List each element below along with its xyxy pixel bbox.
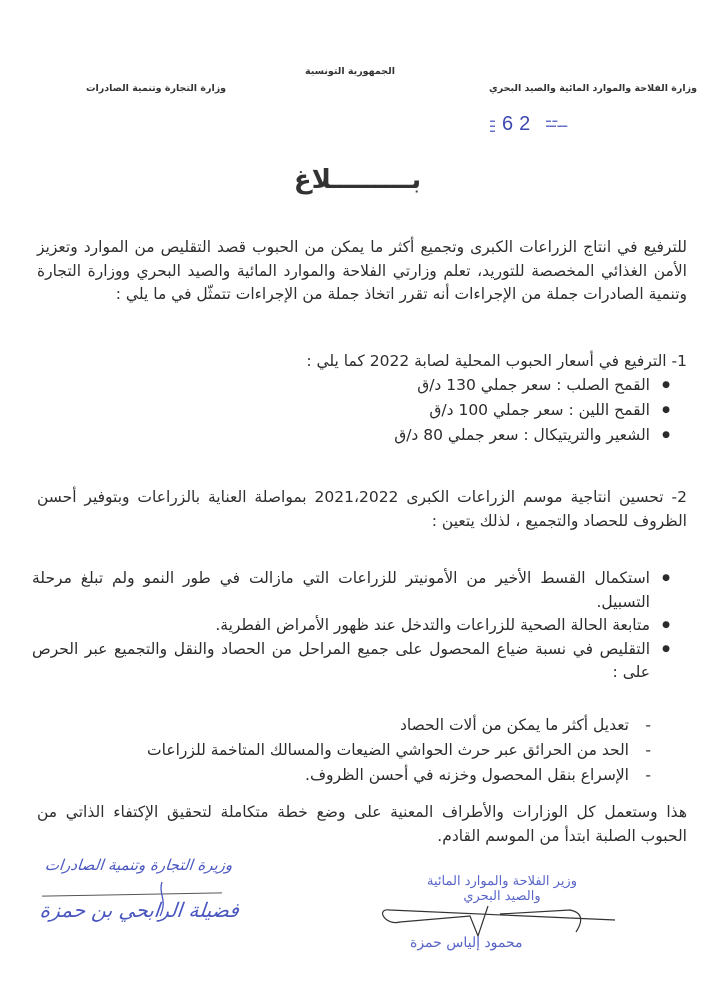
list-item: ● القمح الصلب : سعر جملي 130 د/ق [52, 373, 672, 398]
signature-left-name: فضيلة الرابحي بن حمزة [38, 898, 241, 922]
list-item: ● التقليص في نسبة ضياع المحصول على جميع المراحل من الحصاد والنقل والتجميع عبر الحرص على : [32, 638, 672, 685]
signature-left-title: وزيرة التجارة وتنمية الصادرات [44, 856, 234, 874]
item1-heading: 1- الترفيع في أسعار الحبوب المحلية لصابة 2022 كما يلي : [306, 352, 687, 370]
signature-right-title-line1: وزير الفلاحة والموارد المائية [427, 874, 577, 889]
list-item: ● متابعة الحالة الصحية للزراعات والتدخل عند ظهور الأمراض الفطرية. [32, 614, 672, 638]
signature-right-name: محمود إلياس حمزة [410, 935, 523, 951]
list-item: - تعديل أكثر ما يمكن من ألات الحصاد [135, 713, 655, 738]
list-item: - الإسراع بنقل المحصول وخزنه في أحسن الظروف. [135, 763, 655, 788]
signature-right-title-line2: والصيد البحري [463, 889, 541, 904]
stamp-date-icon: ▬ ▬ ▬▬ ▬▬ [546, 118, 568, 129]
page-title: بـــــــــلاغ [293, 165, 422, 195]
list-item: ● الشعير والتريتيكال : سعر جملي 80 د/ق [52, 423, 672, 448]
price-list [52, 373, 672, 448]
sub-measures-list [135, 713, 655, 788]
registration-stamp [484, 113, 579, 141]
stamp-number: 62 [502, 113, 537, 135]
list-item: ● القمح اللين : سعر جملي 100 د/ق [52, 398, 672, 423]
republic-header: الجمهورية التونسية [305, 66, 395, 77]
signature-left-line [42, 892, 222, 896]
stamp-mark-icon: ▬ ▬ ▬ [490, 118, 495, 134]
intro-paragraph: للترفيع في انتاج الزراعات الكبرى وتجميع أكثر ما يمكن من الحبوب قصد التقليص من الموارد وتعزيز الأمن الغذائي المخصصة للتوريد، تعلم وزارتي الفلاحة والموارد المائية والصيد البحري ووزارة التجارة وتنمية الصادرات جملة من الإجراءات أنه تقرر اتخاذ جملة من الإجراءات تتمثّل في ما يلي : [37, 238, 687, 303]
ministry-agriculture-header: وزارة الفلاحة والموارد المائية والصيد البحري [489, 83, 697, 94]
list-item: - الحد من الحرائق عبر حرث الحواشي الضيعات والمسالك المتاخمة للزراعات [135, 738, 655, 763]
item2-heading: 2- تحسين انتاجية موسم الزراعات الكبرى 2021،2022 بمواصلة العناية بالزراعات وبتوفير أحسن الظروف للحصاد والتجميع ، لذلك يتعين : [37, 488, 687, 530]
closing-paragraph: هذا وستعمل كل الوزارات والأطراف المعنية على وضع خطة متكاملة لتحقيق الإكتفاء الذاتي من الحبوب الصلبة ابتدأ من الموسم القادم. [37, 803, 687, 845]
ministry-trade-header: وزارة التجارة وتنمية الصادرات [86, 83, 227, 94]
list-item: ● استكمال القسط الأخير من الأمونيتر للزراعات التي مازالت في طور النمو ولم تبلغ مرحلة التسبيل. [32, 567, 672, 614]
measures-list [32, 567, 672, 685]
signature-scribble-icon [380, 900, 620, 940]
